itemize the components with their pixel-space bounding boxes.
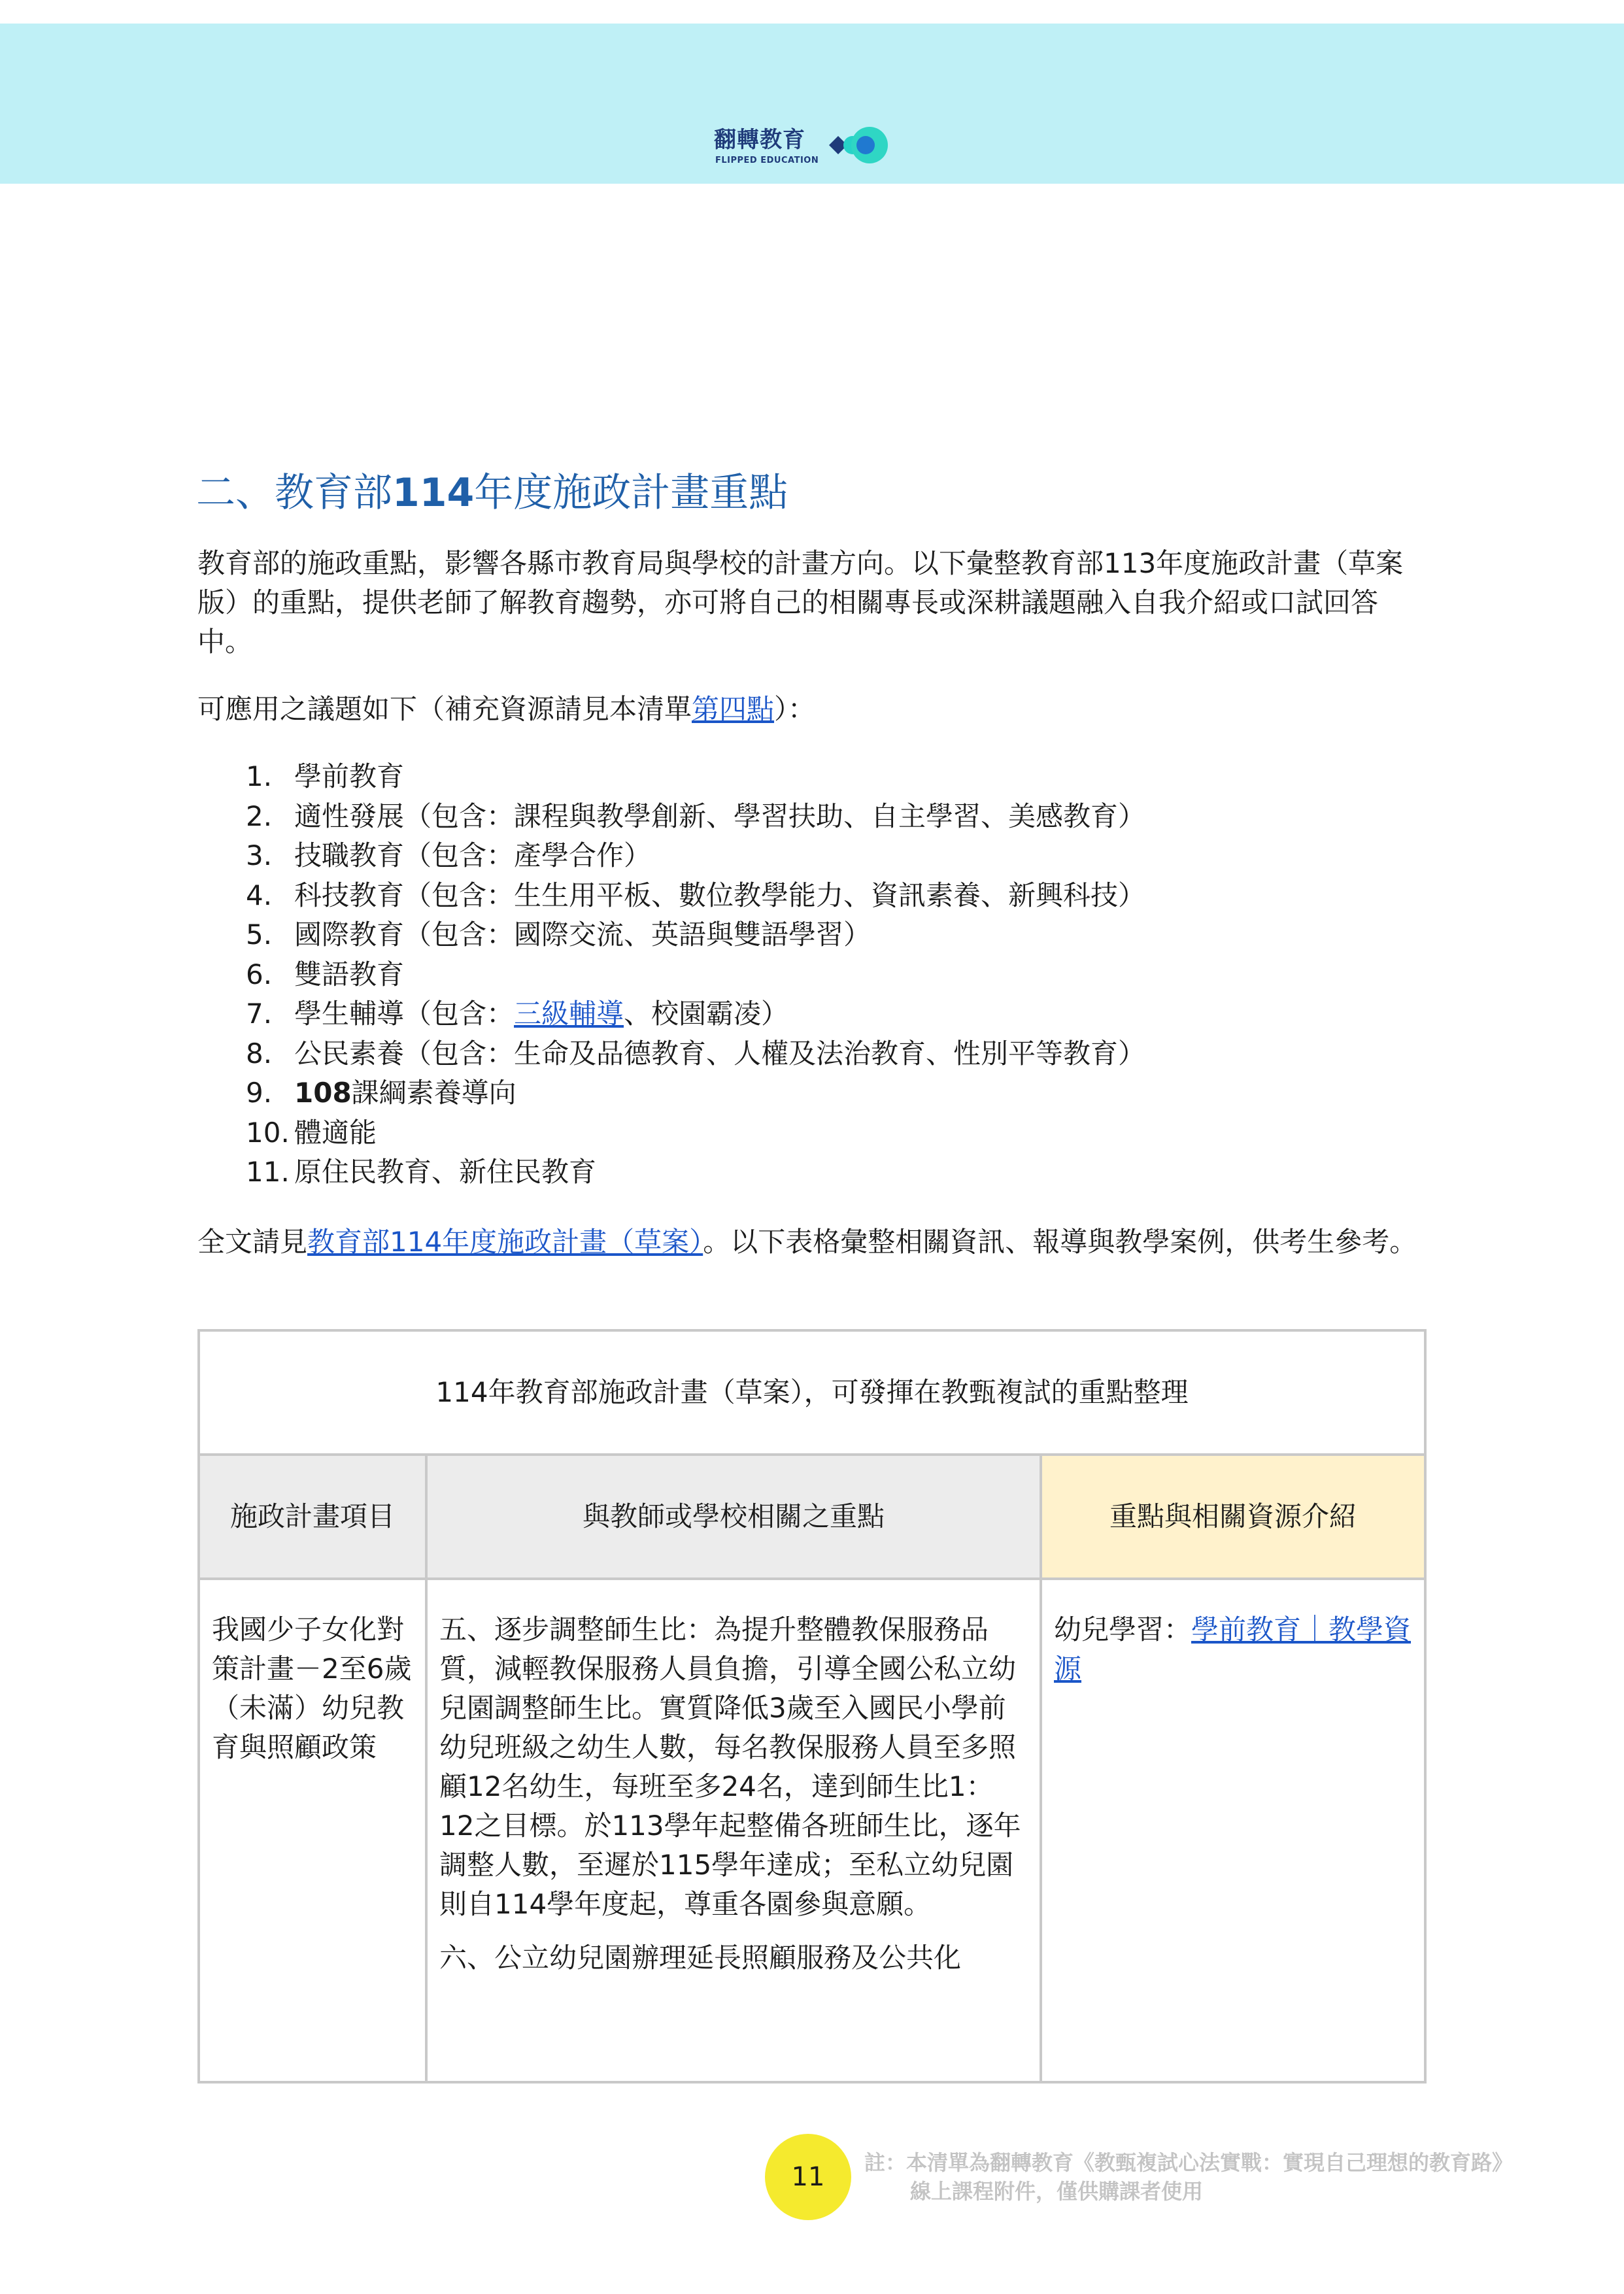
list-item: 7. 學生輔導（包含：三級輔導、校園霸凌） <box>246 998 789 1030</box>
list-item: 11. 原住民教育、新住民教育 <box>246 1156 597 1188</box>
list-item: 5. 國際教育（包含：國際交流、英語與雙語學習） <box>246 919 871 951</box>
list-item: 4. 科技教育（包含：生生用平板、數位教學能力、資訊素養、新興科技） <box>246 879 1146 911</box>
table-cell-item: 我國少子女化對策計畫－2至6歲（未滿）幼兒教育與照顧政策 <box>199 1579 426 2082</box>
table-header-resources: 重點與相關資源介紹 <box>1041 1455 1425 1579</box>
preschool-resources-link[interactable]: 學前教育｜教學資源 <box>1054 1613 1412 1685</box>
fulltext-paragraph: 全文請見教育部114年度施政計畫（草案）。以下表格彙整相關資訊、報導與教學案例，供考生參考。 <box>197 1226 1417 1258</box>
table-row <box>199 1579 1425 2082</box>
table-caption: 114年教育部施政計畫（草案），可發揮在教甄複試的重點整理 <box>199 1330 1425 1455</box>
summary-table <box>197 1329 1427 2083</box>
intro-paragraph: 教育部的施政重點，影響各縣市教育局與學校的計畫方向。以下彙整教育部113年度施政計畫（草案版）的重點，提供老師了解教育趨勢，亦可將自己的相關專長或深耕議題融入自我介紹或口試回答中。 <box>197 547 1404 658</box>
section-title: 二、教育部114年度施政計畫重點 <box>196 470 788 516</box>
list-item: 3. 技職教育（包含：產學合作） <box>246 839 652 871</box>
point-paragraph: 六、公立幼兒園辦理延長照顧服務及公共化 <box>439 1942 962 1974</box>
logo-mark-icon <box>829 126 888 165</box>
logo-subtitle: FLIPPED EDUCATION <box>715 156 819 165</box>
brand-logo[interactable] <box>714 122 910 174</box>
header-band <box>0 24 1624 184</box>
list-item: 8. 公民素養（包含：生命及品德教育、人權及法治教育、性別平等教育） <box>246 1037 1146 1070</box>
section-four-link[interactable]: 第四點 <box>692 693 775 725</box>
page-number: 11 <box>765 2134 851 2220</box>
three-level-guidance-link[interactable]: 三級輔導 <box>514 998 624 1030</box>
list-item: 2. 適性發展（包含：課程與教學創新、學習扶助、自主學習、美感教育） <box>246 800 1146 832</box>
table-cell-points <box>426 1579 1041 2082</box>
topics-lead: 可應用之議題如下（補充資源請見本清單第四點）： <box>197 693 816 725</box>
table-cell-resources: 幼兒學習：學前教育｜教學資源 <box>1041 1579 1425 2082</box>
list-item: 1. 學前教育 <box>246 760 405 792</box>
plan-draft-link[interactable]: 教育部114年度施政計畫（草案） <box>307 1226 703 1258</box>
list-item: 6. 雙語教育 <box>246 958 405 990</box>
footer-note: 註：本清單為翻轉教育《教甄複試心法實戰：實現自己理想的教育路》 線上課程附件，僅供購課者使用 <box>864 2150 1514 2204</box>
point-paragraph: 五、逐步調整師生比：為提升整體教保服務品質，減輕教保服務人員負擔，引導全國公私立幼兒園調整師生比。實質降低3歲至入國民小學前幼兒班級之幼生人數，每名教保服務人員至多照顧12名幼生，每班至多24名，達到師生比1：12之目標。於113學年起整備各班師生比，逐年調整人數，至遲於115學年達成；至私立幼兒園則自114學年度起，尊重各園參與意願。 <box>439 1613 1021 1920</box>
topics-list <box>246 757 1145 1192</box>
list-item: 10. 體適能 <box>246 1116 377 1149</box>
logo-title: 翻轉教育 <box>714 127 805 153</box>
list-item: 9. 108課綱素養導向 <box>246 1077 516 1109</box>
table-header-item: 施政計畫項目 <box>199 1455 426 1579</box>
table-header-points: 與教師或學校相關之重點 <box>426 1455 1041 1579</box>
